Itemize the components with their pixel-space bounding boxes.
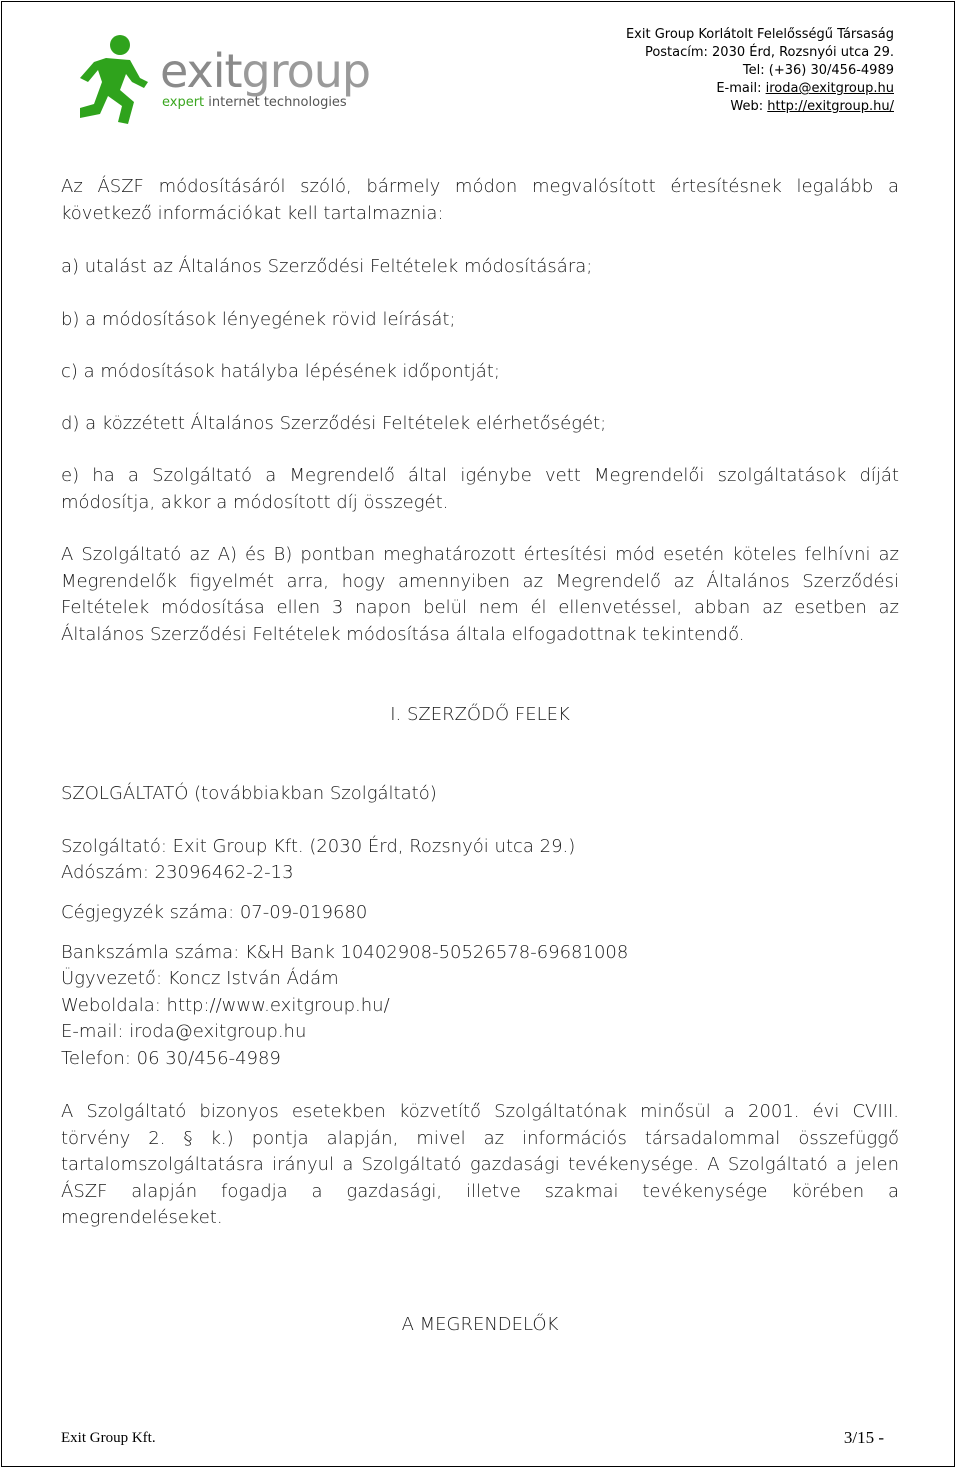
law-paragraph: A Szolgáltató bizonyos esetekben közvetítő Szolgáltatónak minősül a 2001. évi CVIII. törvény 2. § k.) pontja alapján, mivel az információs társadalommal összefüggő tartalomszolgáltatásra irányul a Szolgáltató gazdasági tevékenysége. A Szolgáltató a jelen ÁSZF alapján fogadja a gazdasági, illetve szakmai tevékenysége körében a megrendeléseket. bbox=[61, 1101, 899, 1228]
list-item-b: b) a módosítások lényegének rövid leírását; bbox=[61, 309, 456, 330]
bank-account: Bankszámla száma: K&H Bank 10402908-50526578-69681008 bbox=[61, 942, 629, 963]
logo-wordmark: exitgroup bbox=[160, 44, 371, 98]
document-page bbox=[1, 1, 955, 1467]
website: Weboldala: http://www.exitgroup.hu/ bbox=[61, 995, 390, 1016]
list-item-a: a) utalást az Általános Szerződési Feltételek módosítására; bbox=[61, 256, 593, 277]
manager: Ügyvezető: Koncz István Ádám bbox=[61, 968, 339, 989]
footer-page-number: 3/15 - bbox=[843, 1428, 884, 1447]
header-phone: Tel: (+36) 30/456-4989 bbox=[742, 63, 894, 78]
running-man-icon bbox=[68, 32, 158, 128]
notice-paragraph: A Szolgáltató az A) és B) pontban meghatározott értesítési mód esetén köteles felhívni az Megrendelők figyelmét arra, hogy amennyiben az Megrendelő az Általános Szerződési Feltételek módosítása ellen 3 napon belül nem él ellenvetéssel, abban az esetben az Általános Szerződési Feltételek módosítása általa elfogadottnak tekintendő. bbox=[61, 544, 899, 645]
header-email-line: E-mail: iroda@exitgroup.hu bbox=[716, 81, 894, 96]
tax-number: Adószám: 23096462-2-13 bbox=[61, 862, 294, 883]
list-item-e: e) ha a Szolgáltató a Megrendelő által igénybe vett Megrendelői szolgáltatások díját módosítja, akkor a módosított díj összegét. bbox=[61, 465, 899, 513]
header-address: Postacím: 2030 Érd, Rozsnyói utca 29. bbox=[644, 45, 894, 60]
header-email-link[interactable]: iroda@exitgroup.hu bbox=[765, 81, 894, 96]
provider-name: Szolgáltató: Exit Group Kft. (2030 Érd, Rozsnyói utca 29.) bbox=[61, 836, 576, 857]
header-web-link[interactable]: http://exitgroup.hu/ bbox=[767, 99, 894, 114]
phone: Telefon: 06 30/456-4989 bbox=[61, 1048, 281, 1069]
provider-heading: SZOLGÁLTATÓ (továbbiakban Szolgáltató) bbox=[61, 783, 437, 804]
customers-heading: A MEGRENDELŐK bbox=[401, 1314, 559, 1335]
email: E-mail: iroda@exitgroup.hu bbox=[61, 1021, 307, 1042]
logo-tagline: expert internet technologies bbox=[162, 95, 347, 110]
header-company: Exit Group Korlátolt Felelősségű Társaság bbox=[625, 27, 894, 42]
header-contact-block bbox=[626, 26, 894, 116]
intro-paragraph: Az ÁSZF módosításáról szóló, bármely módon megvalósított értesítésnek legalább a következő információkat kell tartalmaznia: bbox=[61, 176, 899, 224]
list-item-d: d) a közzétett Általános Szerződési Feltételek elérhetőségét; bbox=[61, 413, 607, 434]
footer-company: Exit Group Kft. bbox=[61, 1430, 156, 1446]
section-title: I. SZERZŐDŐ FELEK bbox=[390, 704, 570, 725]
list-item-c: c) a módosítások hatályba lépésének időpontját; bbox=[61, 361, 500, 382]
company-registration: Cégjegyzék száma: 07-09-019680 bbox=[61, 902, 368, 923]
header-web-line: Web: http://exitgroup.hu/ bbox=[730, 99, 894, 114]
company-logo bbox=[68, 32, 388, 128]
